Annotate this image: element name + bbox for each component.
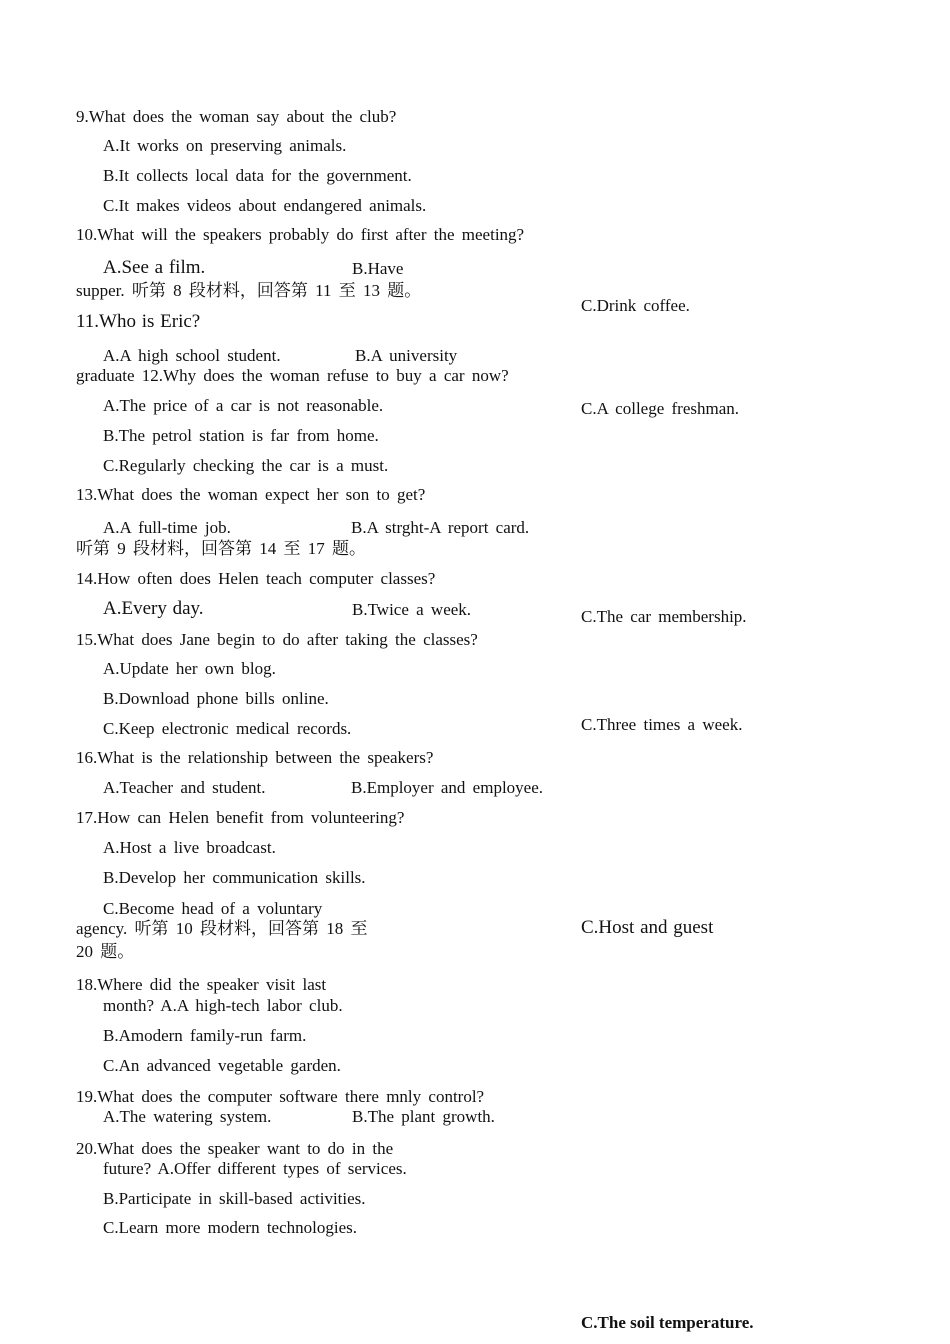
option-18c: C.An advanced vegetable garden. (103, 1056, 341, 1075)
option-12b: B.The petrol station is far from home. (103, 426, 379, 445)
section-9-instruction: 听第 9 段材料，回答第 14 至 17 题。 (76, 539, 366, 558)
option-13a: A.A full-time job. (103, 518, 231, 537)
option-11a: A.A high school student. (103, 346, 281, 365)
option-9a: A.It works on preserving animals. (103, 136, 347, 155)
question-11: 11.Who is Eric? (76, 311, 201, 332)
option-20b: B.Participate in skill-based activities. (103, 1189, 366, 1208)
option-16b: B.Employer and employee. (351, 778, 544, 797)
option-14b: B.Twice a week. (352, 600, 472, 619)
question-18: 18.Where did the speaker visit last (76, 975, 327, 994)
option-12c: C.Regularly checking the car is a must. (103, 456, 389, 475)
option-10c: C.Drink coffee. (581, 296, 690, 315)
question-20: 20.What does the speaker want to do in the (76, 1139, 394, 1158)
option-15b: B.Download phone bills online. (103, 689, 329, 708)
option-14a: A.Every day. (103, 598, 204, 619)
question-15: 15.What does Jane begin to do after taking the classes? (76, 630, 478, 649)
option-14c: C.Three times a week. (581, 715, 743, 734)
option-19b: B.The plant growth. (352, 1107, 495, 1126)
option-15c: C.Keep electronic medical records. (103, 719, 352, 738)
question-14: 14.How often does Helen teach computer classes? (76, 569, 436, 588)
option-18b: B.Amodern family-run farm. (103, 1026, 307, 1045)
question-16: 16.What is the relationship between the speakers? (76, 748, 434, 767)
option-16a: A.Teacher and student. (103, 778, 266, 797)
option-20c: C.Learn more modern technologies. (103, 1218, 358, 1237)
option-9c: C.It makes videos about endangered animals. (103, 196, 427, 215)
question-19: 19.What does the computer software there mnly control? (76, 1087, 485, 1106)
option-11c: C.A college freshman. (581, 399, 740, 418)
question-17: 17.How can Helen benefit from volunteering? (76, 808, 405, 827)
option-9b: B.It collects local data for the government. (103, 166, 412, 185)
option-13c: C.The car membership. (581, 607, 747, 626)
option-10b: B.Have (352, 259, 404, 278)
option-19c: C.The soil temperature. (581, 1313, 754, 1332)
option-15a: A.Update her own blog. (103, 659, 276, 678)
question-10: 10.What will the speakers probably do first after the meeting? (76, 225, 525, 244)
option-20a: future? A.Offer different types of services. (103, 1159, 407, 1178)
question-9: 9.What does the woman say about the club? (76, 107, 397, 126)
option-18a: month? A.A high-tech labor club. (103, 996, 343, 1015)
question-13: 13.What does the woman expect her son to get? (76, 485, 426, 504)
section-10-instruction: agency. 听第 10 段材料，回答第 18 至 (76, 919, 368, 938)
section-8-instruction: supper. 听第 8 段材料，回答第 11 至 13 题。 (76, 281, 422, 300)
option-17b: B.Develop her communication skills. (103, 868, 366, 887)
option-10a: A.See a film. (103, 257, 206, 278)
option-16c: C.Host and guest (581, 917, 714, 938)
option-13b: B.A strght-A report card. (351, 518, 530, 537)
option-12a: A.The price of a car is not reasonable. (103, 396, 384, 415)
option-19a: A.The watering system. (103, 1107, 272, 1126)
option-17c: C.Become head of a voluntary (103, 899, 323, 918)
question-12: graduate 12.Why does the woman refuse to buy a car now? (76, 366, 509, 385)
section-10-instruction-cont: 20 题。 (76, 942, 135, 961)
option-17a: A.Host a live broadcast. (103, 838, 276, 857)
option-11b: B.A university (355, 346, 458, 365)
